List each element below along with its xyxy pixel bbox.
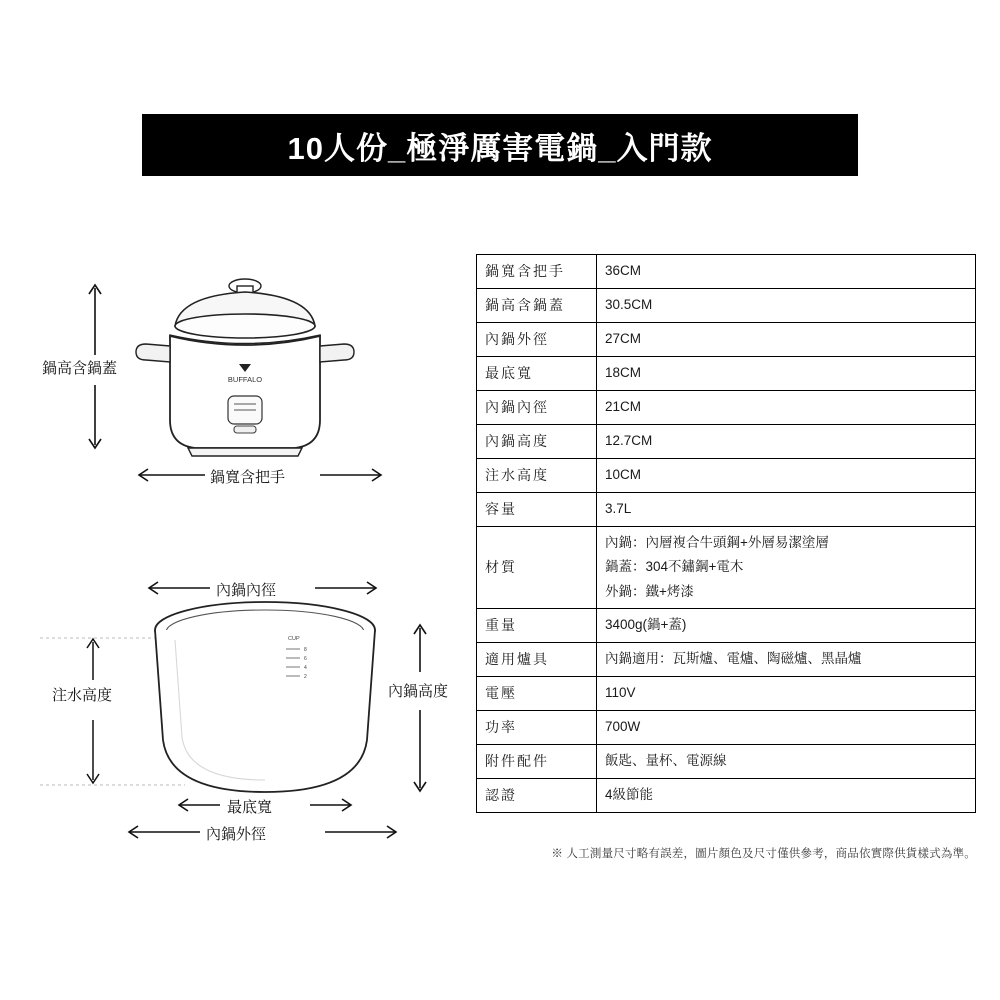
spec-key: 功率 (477, 710, 597, 744)
svg-text:4: 4 (304, 665, 307, 671)
product-illustrations (20, 240, 470, 860)
label-water-level-height: 注水高度 (52, 687, 113, 704)
spec-value: 30.5CM (597, 289, 976, 323)
spec-key: 最底寬 (477, 357, 597, 391)
spec-key: 鍋高含鍋蓋 (477, 289, 597, 323)
illustration-drawings (20, 240, 470, 860)
spec-value: 27CM (597, 323, 976, 357)
page-title: 10人份_極淨厲害電鍋_入門款 (287, 130, 713, 166)
table-row (477, 744, 976, 778)
label-inner-pot-height: 內鍋高度 (388, 683, 449, 700)
spec-value: 110V (597, 676, 976, 710)
table-row (477, 425, 976, 459)
spec-key: 認證 (477, 778, 597, 812)
svg-text:8: 8 (304, 647, 307, 653)
spec-key: 鍋寬含把手 (477, 255, 597, 289)
table-row-material (477, 527, 976, 609)
spec-key: 內鍋內徑 (477, 391, 597, 425)
spec-key: 內鍋外徑 (477, 323, 597, 357)
svg-text:2: 2 (304, 674, 307, 680)
water-level-arrow (87, 639, 99, 783)
table-row (477, 289, 976, 323)
table-row (477, 323, 976, 357)
spec-key: 材質 (477, 527, 597, 609)
inner-pot-height-arrow (414, 625, 426, 791)
table-row (477, 778, 976, 812)
label-inner-pot-inner-diameter: 內鍋內徑 (216, 582, 277, 599)
spec-key: 容量 (477, 493, 597, 527)
svg-text:CUP: CUP (288, 636, 300, 642)
label-height-with-lid: 鍋高含鍋蓋 (42, 360, 118, 377)
table-row (477, 255, 976, 289)
svg-text:6: 6 (304, 656, 307, 662)
material-line-outer-pot: 外鍋：鐵+烤漆 (605, 583, 694, 599)
label-inner-pot-outer-diameter: 內鍋外徑 (206, 826, 267, 843)
spec-value: 4級節能 (597, 778, 976, 812)
spec-key: 電壓 (477, 676, 597, 710)
spec-value: 3.7L (597, 493, 976, 527)
spec-key: 內鍋高度 (477, 425, 597, 459)
table-row (477, 710, 976, 744)
svg-text:BUFFALO: BUFFALO (227, 375, 263, 384)
spec-value: 10CM (597, 459, 976, 493)
spec-table (476, 254, 976, 813)
spec-key: 重量 (477, 608, 597, 642)
spec-value: 12.7CM (597, 425, 976, 459)
spec-key: 注水高度 (477, 459, 597, 493)
spec-value: 36CM (597, 255, 976, 289)
footnote: ※ 人工測量尺寸略有誤差，圖片顏色及尺寸僅供參考，商品依實際供貨樣式為準。 (551, 848, 976, 860)
spec-value-material (597, 527, 976, 609)
table-row (477, 676, 976, 710)
spec-value: 700W (597, 710, 976, 744)
rice-cooker-drawing (136, 279, 354, 456)
spec-value: 21CM (597, 391, 976, 425)
table-row (477, 608, 976, 642)
spec-value: 3400g(鍋+蓋) (597, 608, 976, 642)
material-line-inner-pot: 內鍋：內層複合牛頭鋼+外層易潔塗層 (605, 535, 829, 550)
spec-value: 飯匙、量杯、電源線 (597, 744, 976, 778)
spec-value: 18CM (597, 357, 976, 391)
table-row (477, 357, 976, 391)
table-row (477, 642, 976, 676)
table-row (477, 459, 976, 493)
label-bottom-width: 最底寬 (227, 799, 273, 816)
material-line-lid: 鍋蓋：304不鏽鋼+電木 (605, 559, 744, 575)
spec-key: 適用爐具 (477, 642, 597, 676)
table-row (477, 493, 976, 527)
label-width-with-handles: 鍋寬含把手 (210, 469, 286, 486)
inner-pot-drawing (155, 602, 375, 792)
spec-value: 內鍋適用：瓦斯爐、電爐、陶磁爐、黑晶爐 (597, 642, 976, 676)
spec-key: 附件配件 (477, 744, 597, 778)
table-row (477, 391, 976, 425)
title-banner (142, 114, 858, 176)
